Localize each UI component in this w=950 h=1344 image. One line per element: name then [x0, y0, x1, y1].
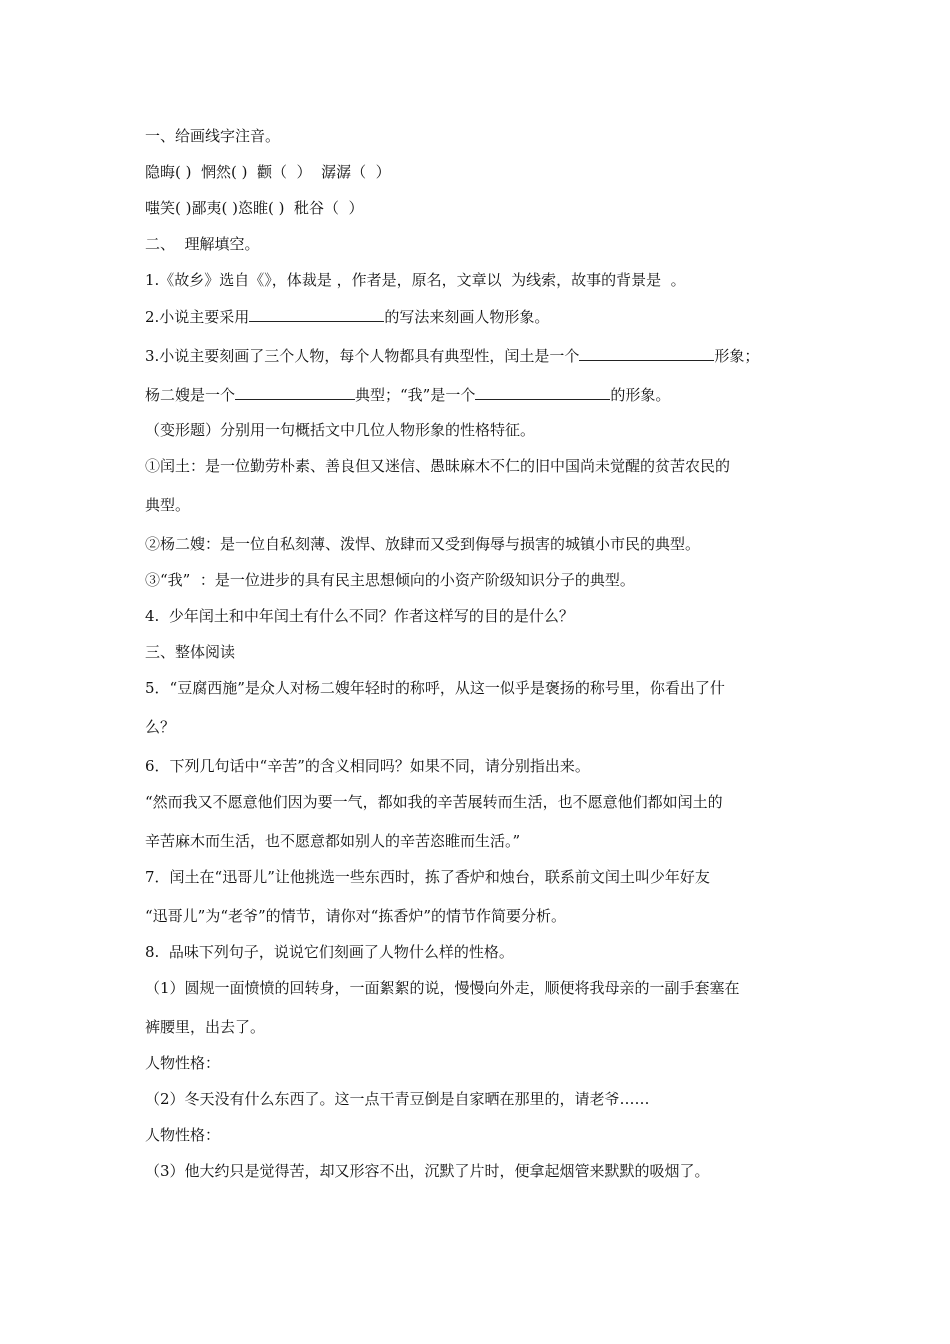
answer-blank[interactable] — [475, 385, 610, 400]
section-2-heading: 二、 理解填空。 — [145, 235, 260, 253]
question-2-text-a: 2.小说主要采用 — [145, 308, 250, 326]
answer-yang-ersao: ②杨二嫂：是一位自私刻薄、泼悍、放肆而又受到侮辱与损害的城镇小市民的典型。 — [145, 535, 701, 553]
question-8: 8. 品味下列句子，说说它们刻画了人物什么样的性格。 — [145, 943, 514, 961]
question-8-sentence-2: （2）冬天没有什么东西了。这一点干青豆倒是自家晒在那里的，请老爷…… — [145, 1090, 650, 1108]
pinyin-row-1: 隐晦( ) 惘然( ) 颧（ ） 潺潺（ ） — [145, 163, 391, 181]
question-3 — [145, 346, 759, 365]
pinyin-row-2: 嗤笑( )鄙夷( )恣睢( ) 秕谷（ ） — [145, 199, 364, 217]
character-trait-label: 人物性格： — [145, 1054, 221, 1072]
question-3-text-b: 形象； — [714, 347, 760, 365]
question-1: 1.《故乡》选自《》，体裁是 ，作者是，原名，文章以 为线索，故事的背景是 。 — [145, 271, 686, 289]
question-6-quote: “然而我又不愿意他们因为要一气，都如我的辛苦展转而生活，也不愿意他们都如闰土的 — [145, 793, 723, 811]
question-7: 7．闰土在“迅哥儿”让他挑选一些东西时，拣了香炉和烛台，联系前文闰土叫少年好友 — [145, 868, 710, 886]
question-6-quote-cont: 辛苦麻木而生活，也不愿意都如别人的辛苦恣睢而生活。” — [145, 832, 521, 850]
question-6: 6．下列几句话中“辛苦”的含义相同吗？如果不同，请分别指出来。 — [145, 757, 590, 775]
answer-blank[interactable] — [579, 346, 714, 361]
answer-runtu: ①闰土：是一位勤劳朴素、善良但又迷信、愚昧麻木不仁的旧中国尚未觉醒的贫苦农民的 — [145, 457, 731, 475]
question-2 — [145, 307, 549, 326]
question-7-cont: “迅哥儿”为“老爷”的情节，请你对“拣香炉”的情节作简要分析。 — [145, 907, 567, 925]
question-5-cont: 么？ — [145, 718, 176, 736]
question-3-text-a: 3.小说主要刻画了三个人物，每个人物都具有典型性，闰土是一个 — [145, 347, 580, 365]
answer-narrator: ③“我” ：是一位进步的具有民主思想倾向的小资产阶级知识分子的典型。 — [145, 571, 635, 589]
character-trait-label: 人物性格： — [145, 1126, 221, 1144]
variant-question: （变形题）分别用一句概括文中几位人物形象的性格特征。 — [145, 421, 536, 439]
answer-blank[interactable] — [249, 307, 384, 322]
question-3-text-e: 的形象。 — [610, 386, 671, 404]
question-8-sentence-1-cont: 裤腰里，出去了。 — [145, 1018, 266, 1036]
question-8-sentence-3: （3）他大约只是觉得苦，却又形容不出，沉默了片时，便拿起烟管来默默的吸烟了。 — [145, 1162, 710, 1180]
section-3-heading: 三、整体阅读 — [145, 643, 236, 661]
question-3-text-d: 典型；“我”是一个 — [355, 386, 476, 404]
answer-blank[interactable] — [235, 385, 355, 400]
section-1-heading: 一、给画线字注音。 — [145, 127, 281, 145]
answer-runtu-cont: 典型。 — [145, 496, 191, 514]
question-5: 5．“豆腐西施”是众人对杨二嫂年轻时的称呼，从这一似乎是褒扬的称号里，你看出了什 — [145, 679, 725, 697]
question-3-text-c: 杨二嫂是一个 — [145, 386, 236, 404]
question-3-line-2 — [145, 385, 670, 404]
question-2-text-b: 的写法来刻画人物形象。 — [384, 308, 550, 326]
question-4: 4. 少年闰土和中年闰土有什么不同？作者这样写的目的是什么？ — [145, 607, 574, 625]
question-8-sentence-1: （1）圆规一面愤愤的回转身，一面絮絮的说，慢慢向外走，顺便将我母亲的一副手套塞在 — [145, 979, 740, 997]
